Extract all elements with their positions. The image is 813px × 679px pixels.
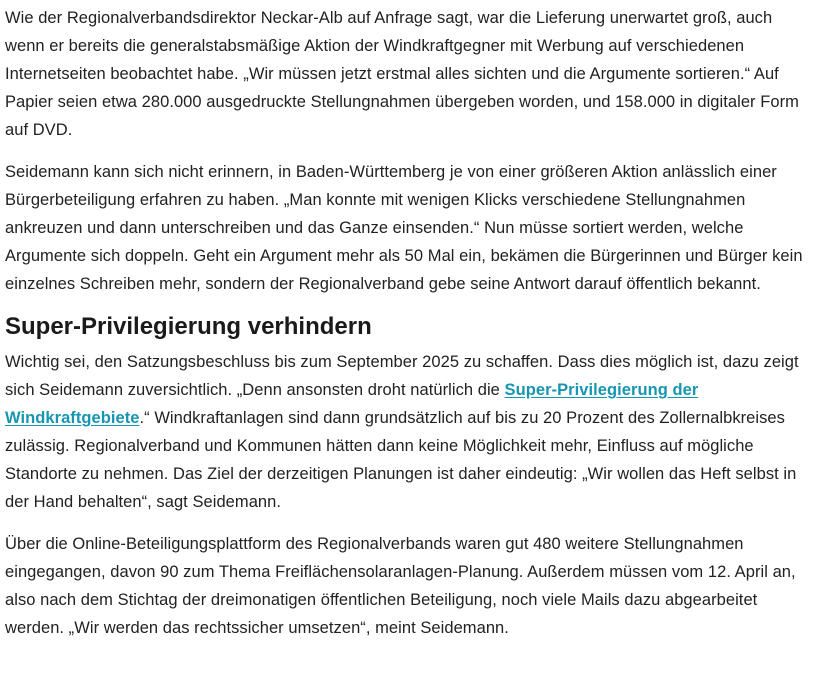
- paragraph-online-platform: Über die Online-Beteiligungsplattform des Regionalverbands waren gut 480 weitere Stellungnahmen eingegangen, davon 90 zum Thema Freiflächensolaranlagen-Planung. Außerdem müssen vom 12. April an, also nach dem Stichtag der dreimonatigen öffentlichen Beteiligung, noch viele Mails dazu abgearbeitet werden. „Wir werden das rechtssicher umsetzen“, meint Seidemann.: [5, 535, 796, 637]
- paragraph-delivery: Wie der Regionalverbandsdirektor Neckar-Alb auf Anfrage sagt, war die Lieferung unerwartet groß, auch wenn er bereits die generalstabsmäßige Aktion der Windkraftgegner mit Werbung auf verschiedenen Internetseiten beobachtet habe. „Wir müssen jetzt erstmal alles sichten und die Argumente sortieren.“ Auf Papier seien etwa 280.000 ausgedruckte Stellungnahmen übergeben worden, und 158.000 in digitaler Form auf DVD.: [5, 9, 799, 139]
- super-privilegierung-link[interactable]: Super-Privilegierung der Windkraftgebiete: [5, 381, 699, 427]
- paragraph-seidemann: Seidemann kann sich nicht erinnern, in Baden-Württemberg je von einer größeren Aktion anlässlich einer Bürgerbeteiligung erfahren zu haben. „Man konnte mit wenigen Klicks verschiedene Stellungnahmen ankreuzen und dann unterschreiben und das Ganze einsenden.“ Nun müsse sortiert werden, welche Argumente sich doppeln. Geht ein Argument mehr als 50 Mal ein, bekämen die Bürgerinnen und Bürger kein einzelnes Schreiben mehr, sondern der Regionalverband gebe seine Antwort darauf öffentlich bekannt.: [5, 163, 803, 293]
- paragraph-privilegierung: [5, 348, 805, 516]
- paragraph-text-after-link: .“ Windkraftanlagen sind dann grundsätzlich auf bis zu 20 Prozent des Zollernalbkreises zulässig. Regionalverband und Kommunen hätten dann keine Möglichkeit mehr, Einfluss auf mögliche Standorte zu nehmen. Das Ziel der derzeitigen Planungen ist daher eindeutig: „Wir wollen das Heft selbst in der Hand behalten“, sagt Seidemann.: [5, 409, 797, 511]
- section-heading: Super-Privilegierung verhindern: [5, 313, 372, 340]
- paragraph-text-before-link: Wichtig sei, den Satzungsbeschluss bis zum September 2025 zu schaffen. Dass dies möglich ist, dazu zeigt sich Seidemann zuversichtlich. „Denn ansonsten droht natürlich die: [5, 353, 799, 399]
